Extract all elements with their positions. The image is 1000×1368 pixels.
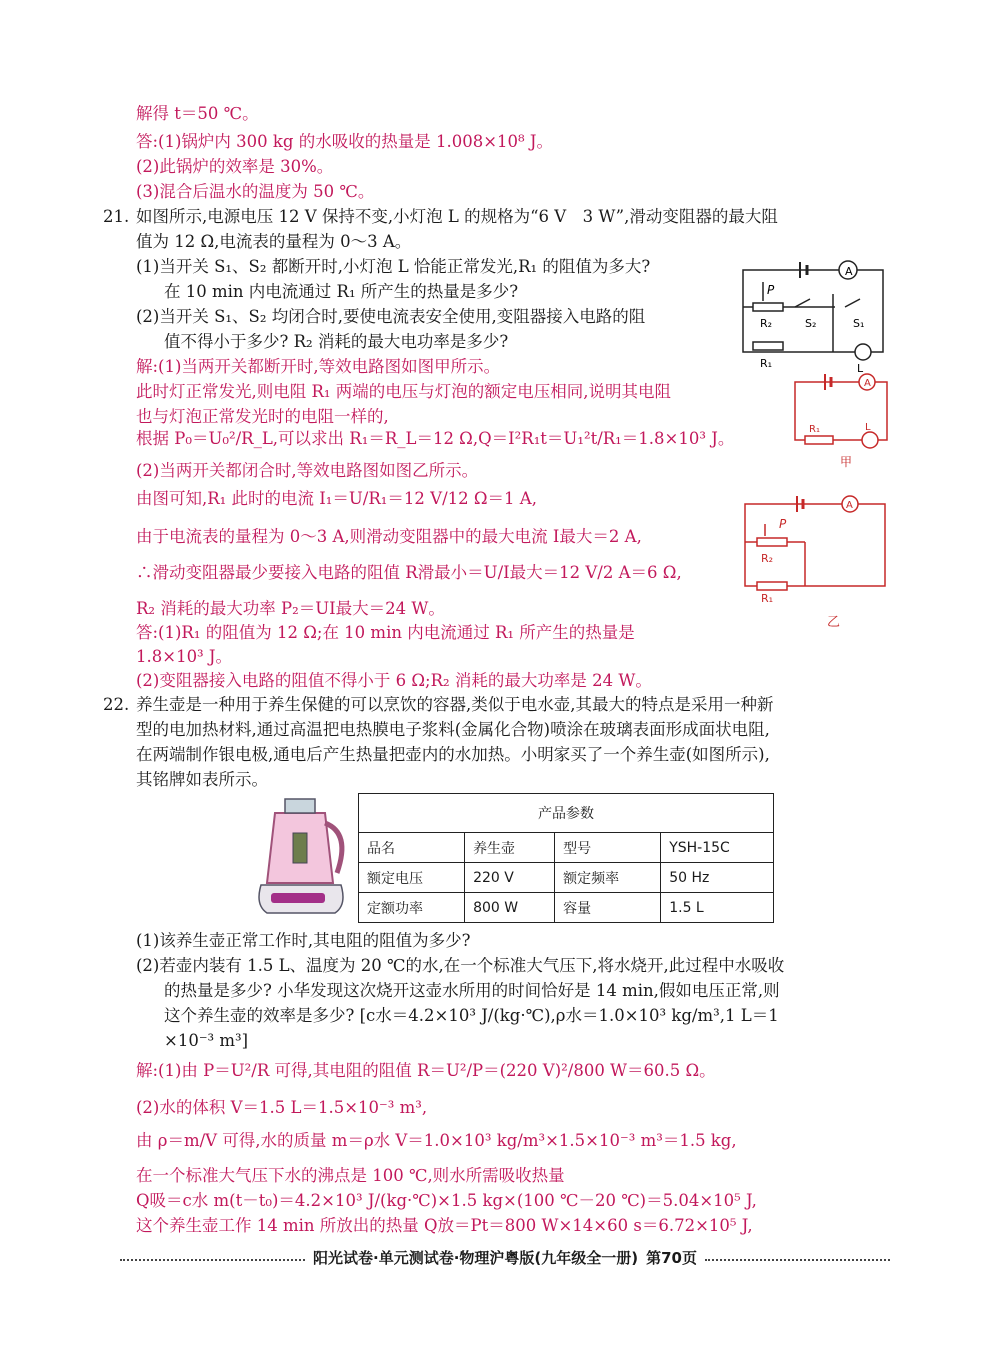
l-label: L	[865, 422, 871, 433]
solution-line: (2)水的体积 V＝1.5 L＝1.5×10⁻³ m³,	[136, 1098, 428, 1117]
footer-title: 阳光试卷·单元测试卷·物理沪粤版(九年级全一册)	[313, 1249, 639, 1267]
table-cell: 养生壶	[465, 833, 555, 863]
product-params-table	[358, 793, 774, 923]
table-cell: 额定电压	[359, 863, 465, 893]
table-cell: 50 Hz	[661, 863, 774, 893]
answer-line: (3)混合后温水的温度为 50 ℃。	[136, 182, 375, 201]
solution-line: Q吸＝c水 m(t－t₀)＝4.2×10³ J/(kg·℃)×1.5 kg×(100 ℃－20 ℃)＝5.04×10⁵ J,	[136, 1191, 757, 1210]
r1-label: R₁	[809, 424, 820, 435]
solution-line: 也与灯泡正常发光时的电阻一样的,	[136, 407, 389, 426]
table-row	[359, 863, 774, 893]
question-text: 的热量是多少? 小华发现这次烧开这壶水所用的时间恰好是 14 min,假如电压正常,则	[164, 981, 780, 1000]
r2-label: R₂	[761, 552, 774, 565]
table-cell: 220 V	[465, 863, 555, 893]
circuit-diagram	[735, 252, 895, 376]
answer-line: 解得 t＝50 ℃。	[136, 104, 259, 123]
circuit-diagram-jia	[785, 370, 895, 470]
table-cell: 容量	[555, 893, 661, 923]
circuit-diagram-yi	[735, 490, 895, 630]
table-cell: 额定频率	[555, 863, 661, 893]
r1-label: R₁	[760, 357, 773, 370]
r1-label: R₁	[761, 592, 774, 605]
p-label: P	[767, 283, 775, 297]
solution-line: 这个养生壶工作 14 min 所放出的热量 Q放＝Pt＝800 W×14×60 s＝6.72×10⁵ J,	[136, 1216, 753, 1235]
solution-line: (2)当两开关都闭合时,等效电路图如图乙所示。	[136, 461, 479, 480]
yi-label: 乙	[827, 615, 841, 630]
question-number: 21.	[103, 207, 130, 226]
question-text: 其铭牌如表所示。	[136, 770, 268, 789]
s2-label: S₂	[805, 317, 817, 330]
page-number: 第70页	[646, 1249, 697, 1267]
question-text: ×10⁻³ m³]	[164, 1031, 249, 1050]
solution-line: 根据 P₀＝U₀²/R_L,可以求出 R₁＝R_L＝12 Ω,Q＝I²R₁t＝U₁²t/R₁＝1.8×10³ J。	[136, 429, 735, 448]
solution-line: 答:(1)R₁ 的阻值为 12 Ω;在 10 min 内电流通过 R₁ 所产生的热量是	[136, 623, 635, 642]
kettle-image	[255, 793, 355, 923]
ammeter-label: A	[864, 378, 871, 389]
solution-line: 1.8×10³ J。	[136, 647, 233, 666]
table-cell: YSH-15C	[661, 833, 774, 863]
table-cell: 型号	[555, 833, 661, 863]
table-title: 产品参数	[359, 794, 774, 833]
solution-line: 解:(1)当两开关都断开时,等效电路图如图甲所示。	[136, 357, 501, 376]
question-text: (1)当开关 S₁、S₂ 都断开时,小灯泡 L 恰能正常发光,R₁ 的阻值为多大?	[136, 257, 651, 276]
question-text: 在两端制作银电极,通电后产生热量把壶内的水加热。小明家买了一个养生壶(如图所示),	[136, 745, 770, 764]
question-text: 值不得小于多少? R₂ 消耗的最大电功率是多少?	[164, 332, 509, 351]
p-label: P	[779, 517, 787, 531]
answer-line: 答:(1)锅炉内 300 kg 的水吸收的热量是 1.008×10⁸ J。	[136, 132, 553, 151]
table-cell: 1.5 L	[661, 893, 774, 923]
solution-line: ∴滑动变阻器最少要接入电路的阻值 R滑最小＝U/I最大＝12 V/2 A＝6 Ω,	[136, 563, 682, 582]
solution-line: R₂ 消耗的最大功率 P₂＝UI最大＝24 W。	[136, 599, 445, 618]
question-text: (2)当开关 S₁、S₂ 均闭合时,要使电流表安全使用,变阻器接入电路的阻	[136, 307, 646, 326]
ammeter-label: A	[845, 265, 853, 278]
table-cell: 800 W	[465, 893, 555, 923]
question-text: 型的电加热材料,通过高温把电热膜电子浆料(金属化合物)喷涂在玻璃表面形成面状电阻,	[136, 720, 770, 739]
solution-line: 此时灯正常发光,则电阻 R₁ 两端的电压与灯泡的额定电压相同,说明其电阻	[136, 382, 672, 401]
question-text: 如图所示,电源电压 12 V 保持不变,小灯泡 L 的规格为“6 V 3 W”,滑动变阻器的最大阻	[136, 207, 778, 226]
table-row	[359, 833, 774, 863]
answer-line: (2)此锅炉的效率是 30%。	[136, 157, 334, 176]
solution-line: 由图可知,R₁ 此时的电流 I₁＝U/R₁＝12 V/12 Ω＝1 A,	[136, 489, 537, 508]
question-text: (1)该养生壶正常工作时,其电阻的阻值为多少?	[136, 931, 471, 950]
question-text: (2)若壶内装有 1.5 L、温度为 20 ℃的水,在一个标准大气压下,将水烧开,此过程中水吸收	[136, 956, 785, 975]
footer-dots-left	[120, 1259, 305, 1261]
l-label: L	[857, 362, 864, 375]
jia-label: 甲	[840, 455, 853, 469]
footer-dots-right	[705, 1259, 890, 1261]
ammeter-label: A	[846, 500, 853, 511]
solution-line: 解:(1)由 P＝U²/R 可得,其电阻的阻值 R＝U²/P＝(220 V)²/800 W＝60.5 Ω。	[136, 1061, 716, 1080]
question-text: 这个养生壶的效率是多少? [c水＝4.2×10³ J/(kg·℃),ρ水＝1.0×10³ kg/m³,1 L＝1	[164, 1006, 779, 1025]
table-cell: 定额功率	[359, 893, 465, 923]
question-text: 值为 12 Ω,电流表的量程为 0～3 A。	[136, 232, 412, 251]
r2-label: R₂	[760, 317, 773, 330]
solution-line: 在一个标准大气压下水的沸点是 100 ℃,则水所需吸收热量	[136, 1166, 565, 1185]
question-text: 养生壶是一种用于养生保健的可以烹饮的容器,类似于电水壶,其最大的特点是采用一种新	[136, 695, 774, 714]
solution-line: (2)变阻器接入电路的阻值不得小于 6 Ω;R₂ 消耗的最大功率是 24 W。	[136, 671, 652, 690]
table-cell: 品名	[359, 833, 465, 863]
question-number: 22.	[103, 695, 130, 714]
solution-line: 由 ρ＝m/V 可得,水的质量 m＝ρ水 V＝1.0×10³ kg/m³×1.5×10⁻³ m³＝1.5 kg,	[136, 1131, 737, 1150]
s1-label: S₁	[853, 317, 865, 330]
page-footer	[120, 1247, 890, 1268]
table-row	[359, 893, 774, 923]
solution-line: 由于电流表的量程为 0～3 A,则滑动变阻器中的最大电流 I最大＝2 A,	[136, 527, 642, 546]
question-text: 在 10 min 内电流通过 R₁ 所产生的热量是多少?	[164, 282, 519, 301]
